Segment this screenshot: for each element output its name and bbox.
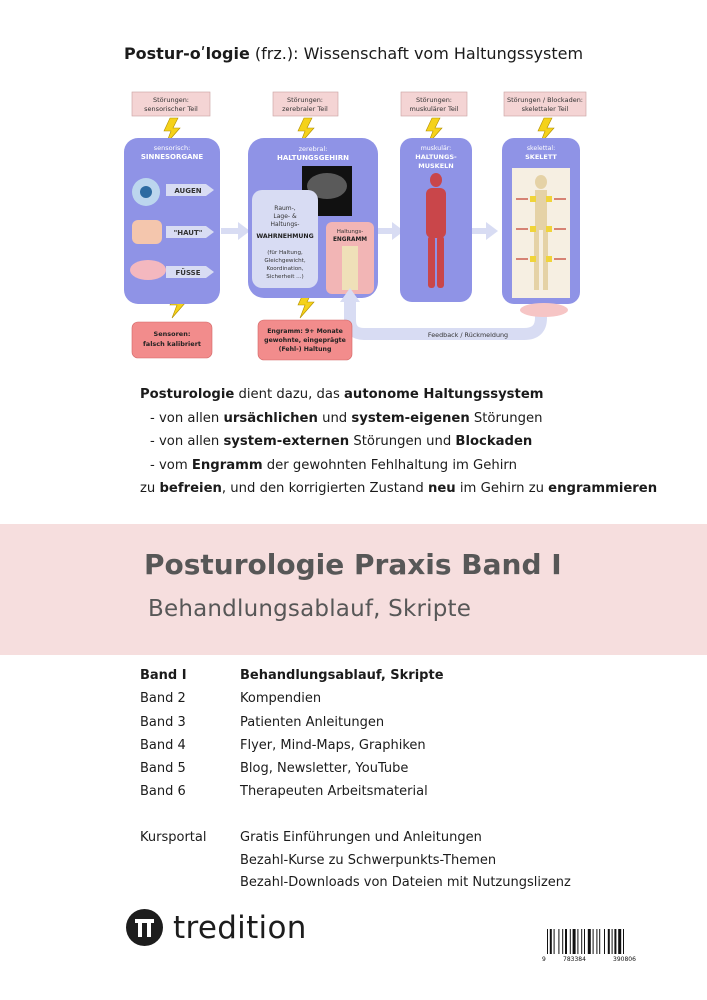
svg-text:Haltungs-: Haltungs- <box>336 229 364 235</box>
disturbance-label-muscular <box>401 92 467 116</box>
desc-line: - von allen system-externen Störungen und Blockaden <box>150 434 533 449</box>
svg-text:zerebral:: zerebral: <box>298 145 328 153</box>
volume-row: Band 2 Kompendien <box>140 691 322 707</box>
svg-text:Feedback / Rückmeldung: Feedback / Rückmeldung <box>427 331 509 339</box>
disturbance-label-sensory <box>132 92 210 116</box>
svg-text:ENGRAMM: ENGRAMM <box>332 237 368 243</box>
course-portal <box>140 830 571 898</box>
header-title <box>0 44 707 63</box>
svg-text:Störungen:: Störungen: <box>416 96 452 104</box>
svg-text:HALTUNGSGEHIRN: HALTUNGSGEHIRN <box>277 154 349 162</box>
svg-text:390806: 390806 <box>613 956 636 963</box>
svg-text:zerebraler Teil: zerebraler Teil <box>282 105 328 113</box>
skin-icon <box>132 220 162 244</box>
posturology-diagram <box>118 86 596 366</box>
svg-text:783384: 783384 <box>563 956 586 963</box>
muscle-figure-icon <box>430 173 442 187</box>
svg-text:SKELETT: SKELETT <box>525 153 557 161</box>
svg-text:sensorischer Teil: sensorischer Teil <box>144 105 198 113</box>
svg-text:Lage- &: Lage- & <box>273 213 297 220</box>
volume-list <box>140 668 444 808</box>
cerebral-box <box>248 138 378 298</box>
svg-text:gewohnte, eingeprägte: gewohnte, eingeprägte <box>264 337 346 344</box>
desc-line: - von allen ursächlichen und system-eigenen Störungen <box>150 410 543 426</box>
desc-line: zu befreien, und den korrigierten Zustand neu im Gehirn zu engrammieren <box>140 481 658 496</box>
muscular-box <box>400 138 472 302</box>
volume-row: Band 6 Therapeuten Arbeitsmaterial <box>140 784 428 800</box>
course-row: Kursportal Gratis Einführungen und Anleitungen <box>140 830 571 853</box>
title-band <box>0 524 707 655</box>
header-title-bold: Postur-oʹlogie <box>123 44 250 63</box>
svg-text:Gleichgewicht,: Gleichgewicht, <box>264 258 306 264</box>
publisher-logo <box>126 909 307 946</box>
publisher-name: tredition <box>173 909 307 946</box>
tredition-logo-icon <box>126 909 163 946</box>
svg-text:FÜSSE: FÜSSE <box>175 269 201 277</box>
svg-text:AUGEN: AUGEN <box>174 187 202 195</box>
svg-text:MUSKELN: MUSKELN <box>418 162 454 170</box>
book-title: Posturologie Praxis Band I <box>144 548 562 581</box>
svg-text:muskulär:: muskulär: <box>420 145 452 152</box>
volume-row: Band 4 Flyer, Mind-Maps, Graphiken <box>140 737 426 753</box>
svg-text:(Fehl-) Haltung: (Fehl-) Haltung <box>278 346 332 353</box>
svg-text:falsch kalibriert: falsch kalibriert <box>142 340 202 348</box>
svg-text:9: 9 <box>542 956 546 963</box>
skeleton-figure-icon <box>535 175 547 189</box>
svg-text:Raum-,: Raum-, <box>274 205 296 212</box>
desc-line: Posturologie dient dazu, das autonome Haltungssystem <box>140 387 544 402</box>
disturbance-label-cerebral <box>273 92 338 116</box>
volume-row: Band 5 Blog, Newsletter, YouTube <box>140 761 409 777</box>
svg-text:Sicherheit ...): Sicherheit ...) <box>266 274 304 280</box>
svg-text:skelettaler Teil: skelettaler Teil <box>521 105 569 113</box>
svg-text:Engramm: 9+ Monate: Engramm: 9+ Monate <box>267 328 343 335</box>
volume-row: Band 3 Patienten Anleitungen <box>140 714 385 730</box>
svg-text:HALTUNGS-: HALTUNGS- <box>415 153 457 161</box>
svg-text:Sensoren:: Sensoren: <box>153 330 191 338</box>
svg-text:Störungen:: Störungen: <box>153 96 189 104</box>
svg-text:Koordination,: Koordination, <box>266 266 304 272</box>
svg-text:sensorisch:: sensorisch: <box>153 144 191 152</box>
svg-text:Störungen / Blockaden:: Störungen / Blockaden: <box>506 96 584 104</box>
svg-text:WAHRNEHMUNG: WAHRNEHMUNG <box>256 233 314 240</box>
svg-text:Haltungs-: Haltungs- <box>270 221 300 228</box>
book-subtitle: Behandlungsablauf, Skripte <box>148 596 472 622</box>
skeletal-box <box>502 138 580 304</box>
foot-icon <box>130 260 166 280</box>
svg-text:skelettal:: skelettal: <box>526 145 556 152</box>
skeleton-icon <box>342 246 358 290</box>
volume-row: Band I Behandlungsablauf, Skripte <box>140 668 444 683</box>
course-portal-label: Kursportal <box>140 830 207 845</box>
disturbance-label-skeletal <box>504 92 586 116</box>
isbn-barcode <box>541 929 663 963</box>
sensors-miscalibrated-box <box>132 322 212 358</box>
svg-text:"HAUT": "HAUT" <box>173 229 203 237</box>
description <box>140 383 660 501</box>
desc-line: - vom Engramm der gewohnten Fehlhaltung im Gehirn <box>150 457 517 473</box>
header-title-rest: (frz.): Wissenschaft vom Haltungssystem <box>249 44 584 63</box>
svg-text:muskulärer Teil: muskulärer Teil <box>409 105 459 113</box>
course-row: Bezahl-Downloads von Dateien mit Nutzungslizenz <box>240 875 571 890</box>
engram-habit-box <box>258 320 352 360</box>
svg-text:SINNESORGANE: SINNESORGANE <box>140 153 204 161</box>
svg-text:(für Haltung,: (für Haltung, <box>267 250 303 256</box>
sensory-organs-box <box>124 138 220 304</box>
course-row: Bezahl-Kurse zu Schwerpunkts-Themen <box>240 852 497 868</box>
svg-text:Störungen:: Störungen: <box>287 96 323 104</box>
